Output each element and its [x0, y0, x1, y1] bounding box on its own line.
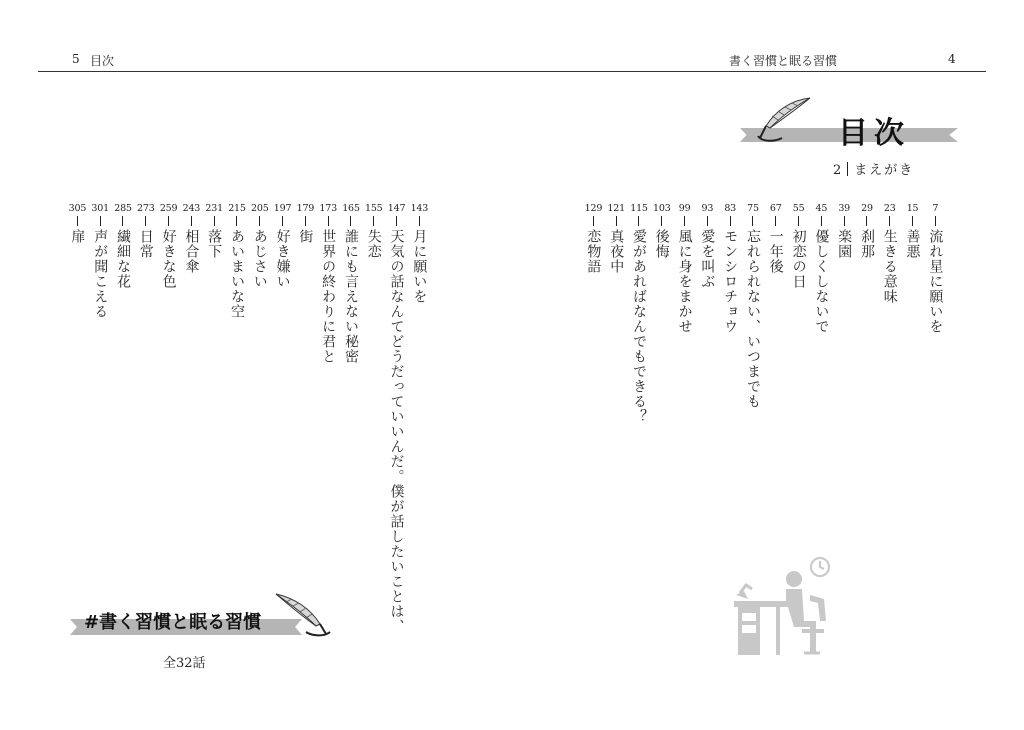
right-page-number: 4: [948, 52, 956, 66]
toc-entry[interactable]: [878, 203, 901, 424]
preface-title: まえがき: [854, 163, 915, 178]
toc-entry-page: 259: [159, 203, 178, 214]
toc-entry-leader: [122, 216, 123, 226]
toc-entry-leader: [305, 216, 306, 226]
toc-entry-title: あいまいな空: [228, 229, 245, 319]
toc-entry-page: 45: [815, 203, 828, 214]
toc-entry[interactable]: [271, 203, 294, 634]
toc-entry[interactable]: [89, 203, 112, 634]
toc-entry-title: 街: [297, 229, 314, 244]
toc-entry[interactable]: [66, 203, 89, 634]
toc-entry[interactable]: [582, 203, 605, 424]
toc-entry-title: 恋物語: [585, 229, 602, 274]
toc-entry-leader: [821, 216, 822, 226]
toc-entry[interactable]: [317, 203, 340, 634]
preface-page: 2: [833, 163, 842, 178]
toc-entry-page: 23: [883, 203, 896, 214]
preface-entry[interactable]: [833, 159, 914, 178]
toc-entry-leader: [145, 216, 146, 226]
toc-entry-page: 39: [838, 203, 851, 214]
toc-entry-page: 115: [630, 203, 648, 214]
contents-title: 目次: [838, 116, 910, 151]
toc-entry-page: 7: [932, 203, 939, 214]
toc-entry-title: 好き嫌い: [274, 229, 291, 289]
header-rule: [38, 71, 986, 72]
toc-entry-leader: [593, 216, 594, 226]
toc-entry-page: 179: [296, 203, 315, 214]
toc-entry-title: 落下: [206, 229, 223, 259]
toc-entry-leader: [191, 216, 192, 226]
toc-left-column-group: [66, 203, 431, 634]
toc-entry-page: 83: [724, 203, 737, 214]
toc-entry[interactable]: [924, 203, 947, 424]
toc-entry-leader: [661, 216, 662, 226]
toc-entry-leader: [798, 216, 799, 226]
toc-entry-leader: [775, 216, 776, 226]
toc-entry-title: 月に願いを: [411, 229, 428, 304]
toc-entry-leader: [889, 216, 890, 226]
toc-entry-leader: [373, 216, 374, 226]
toc-entry-title: 真夜中: [608, 229, 625, 274]
preface-separator: [847, 162, 848, 176]
toc-entry[interactable]: [833, 203, 856, 424]
toc-entry-leader: [282, 216, 283, 226]
toc-entry-title: 善悪: [904, 229, 921, 259]
toc-entry-title: 世界の終わりに君と: [320, 229, 337, 364]
toc-entry-page: 301: [91, 203, 109, 214]
toc-entry-leader: [707, 216, 708, 226]
toc-entry-leader: [912, 216, 913, 226]
toc-entry-page: 147: [387, 203, 406, 214]
toc-entry[interactable]: [294, 203, 317, 634]
toc-entry[interactable]: [157, 203, 180, 634]
toc-entry-title: 一年後: [767, 229, 784, 274]
toc-entry-title: 愛があればなんでもできる？: [630, 229, 647, 424]
toc-entry-title: 好きな色: [160, 229, 177, 289]
toc-entry-title: 日常: [137, 229, 154, 259]
toc-entry-page: 103: [653, 203, 671, 214]
toc-entry-title: 初恋の日: [790, 229, 807, 289]
toc-entry-leader: [328, 216, 329, 226]
toc-entry-page: 173: [319, 203, 337, 214]
toc-entry-page: 285: [114, 203, 132, 214]
toc-entry-page: 55: [792, 203, 805, 214]
toc-entry-title: 生きる意味: [881, 229, 898, 304]
book-title: #書く習慣と眠る習慣: [84, 612, 262, 633]
toc-entry[interactable]: [673, 203, 696, 424]
toc-entry-page: 93: [701, 203, 714, 214]
toc-entry-page: 29: [861, 203, 873, 214]
toc-entry[interactable]: [628, 203, 651, 424]
toc-right-column-group: [582, 203, 947, 424]
toc-entry-page: 67: [769, 203, 782, 214]
toc-entry-page: 215: [228, 203, 246, 214]
toc-entry-title: 後悔: [653, 229, 670, 259]
toc-entry-title: 天気の話なんてどうだっていいんだ。僕が話したいことは、: [388, 229, 405, 634]
toc-entry-leader: [259, 216, 260, 226]
toc-entry[interactable]: [856, 203, 879, 424]
toc-entry[interactable]: [340, 203, 363, 634]
toc-entry-leader: [214, 216, 215, 226]
toc-entry[interactable]: [810, 203, 833, 424]
toc-entry[interactable]: [650, 203, 673, 424]
toc-entry[interactable]: [385, 203, 408, 634]
toc-entry-title: 楽園: [836, 229, 853, 259]
toc-entry-leader: [638, 216, 639, 226]
toc-entry-leader: [935, 216, 936, 226]
toc-entry[interactable]: [719, 203, 742, 424]
toc-entry-page: 231: [205, 203, 223, 214]
toc-entry[interactable]: [362, 203, 385, 634]
toc-entry-page: 305: [68, 203, 87, 214]
toc-entry-page: 197: [273, 203, 292, 214]
toc-entry-page: 121: [607, 203, 625, 214]
toc-entry-title: 声が聞こえる: [92, 229, 109, 319]
toc-entry-leader: [100, 216, 101, 226]
toc-entry-page: 165: [342, 203, 360, 214]
toc-entry-page: 205: [251, 203, 269, 214]
toc-entry-title: あじさい: [251, 229, 268, 289]
toc-entry-page: 99: [678, 203, 691, 214]
left-running-title: 目次: [90, 54, 115, 68]
toc-entry-leader: [866, 216, 867, 226]
toc-entry-title: 繊細な花: [114, 229, 131, 289]
toc-entry[interactable]: [901, 203, 924, 424]
story-count: 全32話: [163, 656, 206, 671]
toc-entry-page: 143: [410, 203, 429, 214]
toc-entry[interactable]: [742, 203, 765, 424]
toc-entry-title: 愛を叫ぶ: [699, 229, 716, 289]
quill-icon: [272, 590, 336, 638]
toc-entry-title: 流れ星に願いを: [927, 229, 944, 334]
right-running-title: 書く習慣と眠る習慣: [729, 54, 838, 68]
quill-icon: [752, 96, 816, 144]
toc-entry-title: モンシロチョウ: [722, 229, 739, 334]
toc-entry-leader: [844, 216, 845, 226]
toc-entry-title: 優しくしないで: [813, 229, 830, 334]
toc-entry-page: 155: [364, 203, 383, 214]
toc-entry-title: 扉: [69, 229, 86, 244]
toc-entry-leader: [684, 216, 685, 226]
toc-entry-page: 75: [747, 203, 759, 214]
toc-entry-leader: [236, 216, 237, 226]
toc-entry-title: 刹那: [858, 229, 875, 259]
toc-entry[interactable]: [112, 203, 135, 634]
toc-entry-leader: [396, 216, 397, 226]
toc-entry-page: 243: [182, 203, 201, 214]
toc-entry-title: 失恋: [365, 229, 382, 259]
toc-entry-leader: [77, 216, 78, 226]
toc-entry-leader: [730, 216, 731, 226]
toc-entry[interactable]: [248, 203, 271, 634]
toc-entry-leader: [350, 216, 351, 226]
toc-entry-leader: [752, 216, 753, 226]
toc-entry-page: 273: [137, 203, 155, 214]
toc-entry[interactable]: [787, 203, 810, 424]
toc-entry-title: 相合傘: [183, 229, 200, 274]
toc-entry-title: 忘れられない、いつまでも: [744, 229, 761, 409]
toc-entry-page: 129: [584, 203, 603, 214]
toc-entry[interactable]: [605, 203, 628, 424]
toc-entry-leader: [616, 216, 617, 226]
left-page-number: 5: [72, 52, 80, 66]
toc-entry[interactable]: [226, 203, 249, 634]
person-at-desk-illustration: [732, 555, 832, 660]
toc-entry[interactable]: [134, 203, 157, 634]
toc-entry[interactable]: [203, 203, 226, 634]
toc-entry[interactable]: [696, 203, 719, 424]
toc-entry-title: 風に身をまかせ: [676, 229, 693, 334]
toc-entry-leader: [419, 216, 420, 226]
toc-entry[interactable]: [408, 203, 431, 634]
toc-entry[interactable]: [180, 203, 203, 634]
toc-entry-leader: [168, 216, 169, 226]
toc-entry-title: 誰にも言えない秘密: [342, 229, 359, 364]
toc-entry[interactable]: [764, 203, 787, 424]
toc-entry-page: 15: [906, 203, 919, 214]
